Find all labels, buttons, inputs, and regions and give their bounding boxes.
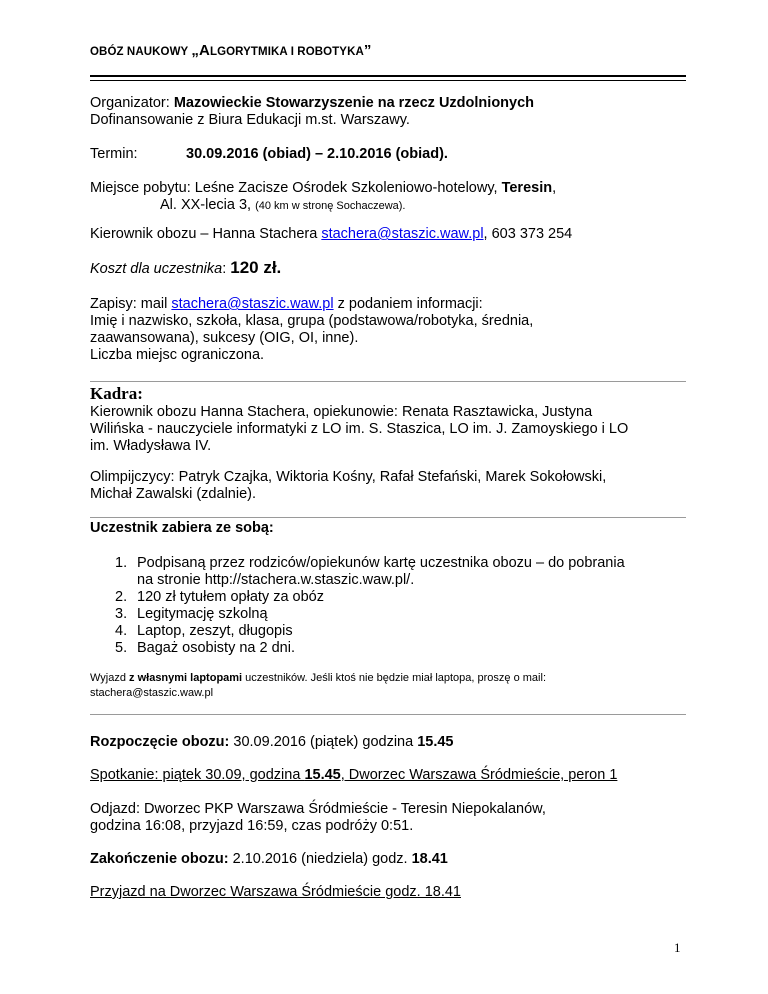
staff-line-1: Kierownik obozu Hanna Stachera, opiekunowie: Renata Rasztawicka, Justyna [90, 404, 593, 420]
signup-email-link[interactable]: stachera@staszic.waw.pl [171, 296, 334, 312]
list-item-number: 4. [115, 623, 128, 639]
director-line [90, 226, 572, 243]
term-line [90, 146, 448, 163]
term-value: 30.09.2016 (obiad) – 2.10.2016 (obiad). [186, 146, 448, 162]
start-time: 15.45 [417, 734, 454, 750]
title-quote-close: ” [363, 42, 372, 59]
staff-line-2: Wilińska - nauczyciele informatyki z LO im. S. Staszica, LO im. J. Zamoyskiego i LO [90, 421, 629, 437]
arrival-line: Przyjazd na Dworzec Warszawa Śródmieście godz. 18.41 [90, 884, 461, 900]
olympians-line-2: Michał Zawalski (zdalnie). [90, 486, 256, 502]
section-divider [90, 714, 686, 715]
title-rest: LGORYTMIKA I ROBOTYKA [209, 46, 364, 58]
end-time: 18.41 [411, 851, 448, 867]
laptop-note-text: Wyjazd [90, 672, 130, 684]
place-address: Al. XX-lecia 3, [160, 197, 256, 213]
place-comma: , [552, 180, 557, 196]
signup-section [90, 296, 533, 364]
place-section [90, 180, 556, 215]
page-number: 1 [674, 940, 681, 955]
place-town: Teresin [501, 180, 553, 196]
cost-line [90, 259, 281, 278]
staff-section [90, 383, 628, 455]
meeting-line [90, 767, 617, 784]
list-item-number: 2. [115, 589, 128, 605]
meeting-place: , Dworzec Warszawa Śródmieście, peron 1 [340, 767, 618, 783]
list-item [90, 623, 625, 640]
start-text: 30.09.2016 (piątek) godzina [229, 734, 418, 750]
signup-line-3: zaawansowana), sukcesy (OIG, OI, inne). [90, 330, 359, 346]
title-prefix: OBÓZ NAUKOWY [90, 46, 192, 58]
cost-value: 120 zł. [230, 258, 282, 277]
bring-list [90, 555, 625, 657]
laptop-note-line-1 [90, 671, 546, 686]
list-item [90, 555, 625, 589]
staff-heading: Kadra: [90, 384, 143, 403]
end-line [90, 851, 448, 868]
section-divider [90, 381, 686, 382]
list-item-number: 5. [115, 640, 128, 656]
laptop-note-bold: z własnymi laptopami [129, 672, 243, 684]
departure-section [90, 801, 546, 835]
departure-line-2: godzina 16:08, przyjazd 16:59, czas podróży 0:51. [90, 818, 414, 834]
laptop-note [90, 671, 546, 701]
list-item-text: na stronie http://stachera.w.staszic.waw.pl/. [137, 572, 415, 588]
place-line-1 [90, 180, 556, 197]
signup-line-4: Liczba miejsc ograniczona. [90, 347, 265, 363]
list-item [90, 606, 625, 623]
start-label: Rozpoczęcie obozu: [90, 734, 230, 750]
cost-colon: : [222, 261, 231, 277]
organizer-value: Mazowieckie Stowarzyszenie na rzecz Uzdolnionych [173, 95, 535, 111]
laptop-note-line-2: stachera@staszic.waw.pl [90, 687, 214, 699]
staff-line-3: im. Władysława IV. [90, 438, 212, 454]
header-double-rule [90, 75, 686, 81]
start-line [90, 734, 454, 751]
director-phone: , 603 373 254 [483, 226, 573, 242]
director-email-link[interactable]: stachera@staszic.waw.pl [321, 226, 484, 242]
list-item-number: 1. [115, 555, 128, 571]
end-text: 2.10.2016 (niedziela) godz. [228, 851, 412, 867]
olympians-line-1: Olimpijczycy: Patryk Czajka, Wiktoria Kośny, Rafał Stefański, Marek Sokołowski, [90, 469, 607, 485]
meeting-time: 15.45 [304, 767, 341, 783]
signup-line-2: Imię i nazwisko, szkoła, klasa, grupa (podstawowa/robotyka, średnia, [90, 313, 534, 329]
list-item [90, 589, 625, 606]
director-text: Kierownik obozu – Hanna Stachera [90, 226, 322, 242]
section-divider [90, 517, 686, 518]
organizer-section [90, 95, 534, 129]
organizer-line [90, 95, 534, 112]
list-item-text: Bagaż osobisty na 2 dni. [137, 640, 295, 656]
list-item-text: Laptop, zeszyt, długopis [137, 623, 293, 639]
laptop-note-rest: uczestników. Jeśli ktoś nie będzie miał laptopa, proszę o mail: [242, 672, 546, 684]
end-label: Zakończenie obozu: [90, 851, 229, 867]
departure-line-1: Odjazd: Dworzec PKP Warszawa Śródmieście - Teresin Niepokalanów, [90, 801, 546, 817]
bring-heading: Uczestnik zabiera ze sobą: [90, 520, 274, 536]
signup-text: Zapisy: mail [90, 296, 172, 312]
place-text: Miejsce pobytu: Leśne Zacisze Ośrodek Szkoleniowo-hotelowy, [90, 180, 502, 196]
olympians-section [90, 469, 606, 503]
title-initial: A [199, 42, 210, 59]
organizer-label: Organizator: [90, 95, 174, 111]
term-label: Termin: [90, 146, 138, 162]
list-item [90, 640, 625, 657]
list-item-number: 3. [115, 606, 128, 622]
list-item-text: Podpisaną przez rodziców/opiekunów kartę uczestnika obozu – do pobrania [137, 555, 625, 571]
signup-line-1 [90, 296, 533, 313]
cost-label: Koszt dla uczestnika [90, 261, 223, 277]
place-distance: (40 km w stronę Sochaczewa). [255, 200, 406, 212]
meeting-text: Spotkanie: piątek 30.09, godzina [90, 767, 305, 783]
list-item-text: Legitymację szkolną [137, 606, 268, 622]
place-line-2 [90, 197, 556, 215]
list-item-text: 120 zł tytułem opłaty za obóz [137, 589, 324, 605]
funding-line: Dofinansowanie z Biura Edukacji m.st. Warszawy. [90, 112, 410, 128]
signup-end: z podaniem informacji: [333, 296, 483, 312]
title-quote-open: „ [191, 42, 200, 59]
document-title [90, 42, 372, 59]
